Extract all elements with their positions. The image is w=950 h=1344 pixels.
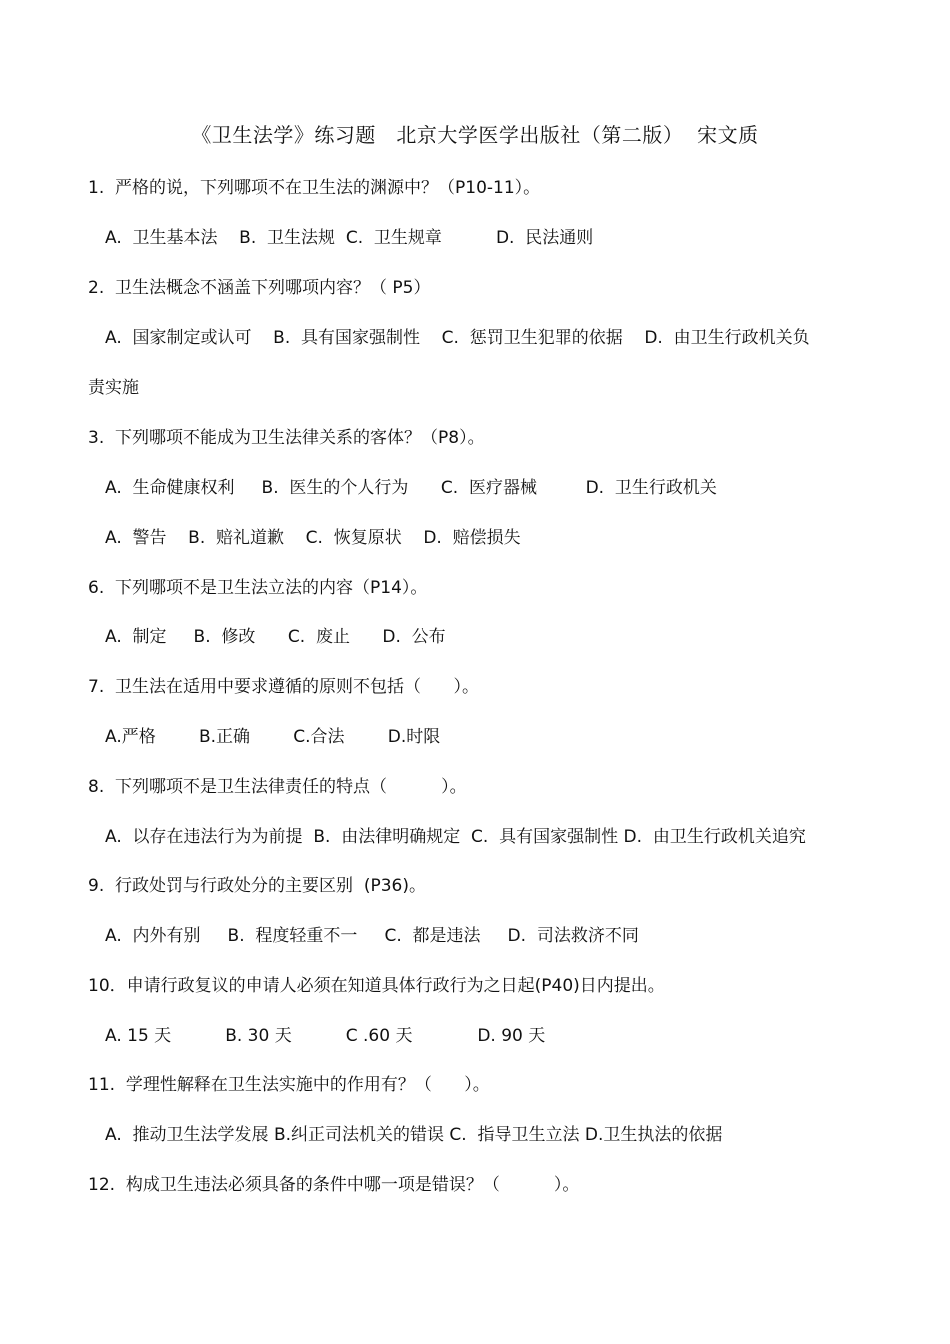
question-1: 1. 严格的说，下列哪项不在卫生法的渊源中？（P10-11）。 — [88, 178, 541, 198]
question-11-options: A. 推动卫生法学发展 B.纠正司法机关的错误 C. 指导卫生立法 D.卫生执法的依据 — [105, 1125, 723, 1145]
question-11: 11. 学理性解释在卫生法实施中的作用有？（ ）。 — [88, 1075, 490, 1095]
question-10: 10．申请行政复议的申请人必须在知道具体行政行为之日起(P40)日内提出。 — [88, 976, 665, 996]
question-10-options: A. 15 天 B. 30 天 C .60 天 D. 90 天 — [105, 1026, 546, 1046]
question-6-options: A. 制定 B. 修改 C. 废止 D. 公布 — [105, 627, 446, 647]
question-2-options-continued: 责实施 — [88, 378, 139, 398]
question-3: 3. 下列哪项不能成为卫生法律关系的客体？（P8）。 — [88, 428, 485, 448]
question-12: 12. 构成卫生违法必须具备的条件中哪一项是错误？（ ）。 — [88, 1175, 580, 1195]
question-8: 8. 下列哪项不是卫生法律责任的特点（ ）。 — [88, 777, 467, 797]
question-8-options: A. 以存在违法行为为前提 B. 由法律明确规定 C. 具有国家强制性 D. 由卫生行政机关追究 — [105, 827, 806, 847]
document-title: 《卫生法学》练习题 北京大学医学出版社（第二版） 宋文质 — [191, 123, 759, 147]
question-1-options: A. 卫生基本法 B. 卫生法规 C. 卫生规章 D. 民法通则 — [105, 228, 594, 248]
question-2-options: A. 国家制定或认可 B. 具有国家强制性 C. 惩罚卫生犯罪的依据 D. 由卫生行政机关负 — [105, 328, 810, 348]
question-7: 7. 卫生法在适用中要求遵循的原则不包括（ ）。 — [88, 677, 479, 697]
question-9-options: A. 内外有别 B. 程度轻重不一 C. 都是违法 D. 司法救济不同 — [105, 926, 639, 946]
question-6: 6. 下列哪项不是卫生法立法的内容（P14）。 — [88, 578, 428, 598]
question-7-options: A.严格 B.正确 C.合法 D.时限 — [105, 727, 441, 747]
orphan-options: A. 警告 B. 赔礼道歉 C. 恢复原状 D. 赔偿损失 — [105, 528, 521, 548]
question-3-options: A. 生命健康权利 B. 医生的个人行为 C. 医疗器械 D. 卫生行政机关 — [105, 478, 717, 498]
question-9: 9. 行政处罚与行政处分的主要区别 (P36)。 — [88, 876, 426, 896]
question-2: 2. 卫生法概念不涵盖下列哪项内容？（ P5） — [88, 278, 431, 298]
